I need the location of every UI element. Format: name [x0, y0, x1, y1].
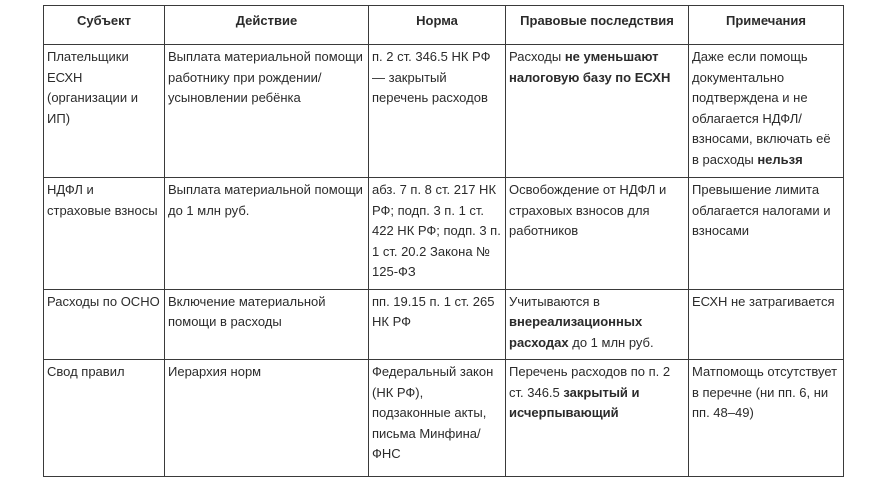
header-subject: Субъект — [44, 6, 165, 45]
cell-action: Иерархия норм — [165, 360, 369, 477]
notes-text: Даже если помощь документально подтверждена и не облагается НДФЛ/ взносами, включать её в расходы — [692, 49, 831, 167]
cell-action: Выплата материальной помощи работнику при рождении/ усыновлении ребёнка — [165, 45, 369, 178]
table-row — [44, 289, 844, 360]
cell-norm: пп. 19.15 п. 1 ст. 265 НК РФ — [369, 289, 506, 360]
cell-consequences — [506, 289, 689, 360]
notes-text: Превышение лимита облагается налогами и взносами — [692, 182, 831, 238]
consequences-text: Расходы — [509, 49, 565, 64]
cell-notes — [689, 178, 844, 290]
cell-subject: Свод правил — [44, 360, 165, 477]
cell-subject: НДФЛ и страховые взносы — [44, 178, 165, 290]
table-header-row — [44, 6, 844, 45]
table-row — [44, 178, 844, 290]
notes-emphasis: нельзя — [757, 151, 803, 167]
cell-action: Выплата материальной помощи до 1 млн руб. — [165, 178, 369, 290]
cell-consequences — [506, 178, 689, 290]
header-action: Действие — [165, 6, 369, 45]
consequences-emphasis: не уменьшают налоговую базу по ЕСХН — [509, 49, 671, 85]
cell-notes — [689, 45, 844, 178]
notes-text: ЕСХН не затрагивается — [692, 293, 835, 309]
cell-norm: абз. 7 п. 8 ст. 217 НК РФ; подп. 3 п. 1 ст. 422 НК РФ; подп. 3 п. 1 ст. 20.2 Закона № 125-ФЗ — [369, 178, 506, 290]
cell-consequences — [506, 45, 689, 178]
legal-consequences-table — [43, 5, 844, 477]
header-consequences: Правовые последствия — [506, 6, 689, 45]
table-row — [44, 45, 844, 178]
table-container — [43, 5, 844, 477]
cell-subject: Расходы по ОСНО — [44, 289, 165, 360]
consequences-text: Учитываются в — [509, 293, 600, 309]
cell-action: Включение материальной помощи в расходы — [165, 289, 369, 360]
header-notes: Примечания — [689, 6, 844, 45]
consequences-text: Освобождение от НДФЛ и страховых взносов для работников — [509, 182, 667, 238]
cell-consequences — [506, 360, 689, 477]
notes-text: Матпомощь отсутствует в перечне (ни пп. 6, ни пп. 48–49) — [692, 364, 838, 420]
cell-subject: Плательщики ЕСХН (организации и ИП) — [44, 45, 165, 178]
consequences-emphasis: закрытый и исчерпывающий — [509, 384, 640, 420]
table-row — [44, 360, 844, 477]
cell-notes — [689, 289, 844, 360]
header-norm: Норма — [369, 6, 506, 45]
cell-notes — [689, 360, 844, 477]
consequences-emphasis: внереализационных расходах — [509, 314, 643, 350]
consequences-text-tail: до 1 млн руб. — [568, 334, 654, 350]
consequences-text: Перечень расходов по п. 2 ст. 346.5 — [509, 364, 671, 400]
cell-norm: п. 2 ст. 346.5 НК РФ — закрытый перечень расходов — [369, 45, 506, 178]
cell-norm: Федеральный закон (НК РФ), подзаконные акты, письма Минфина/ ФНС — [369, 360, 506, 477]
